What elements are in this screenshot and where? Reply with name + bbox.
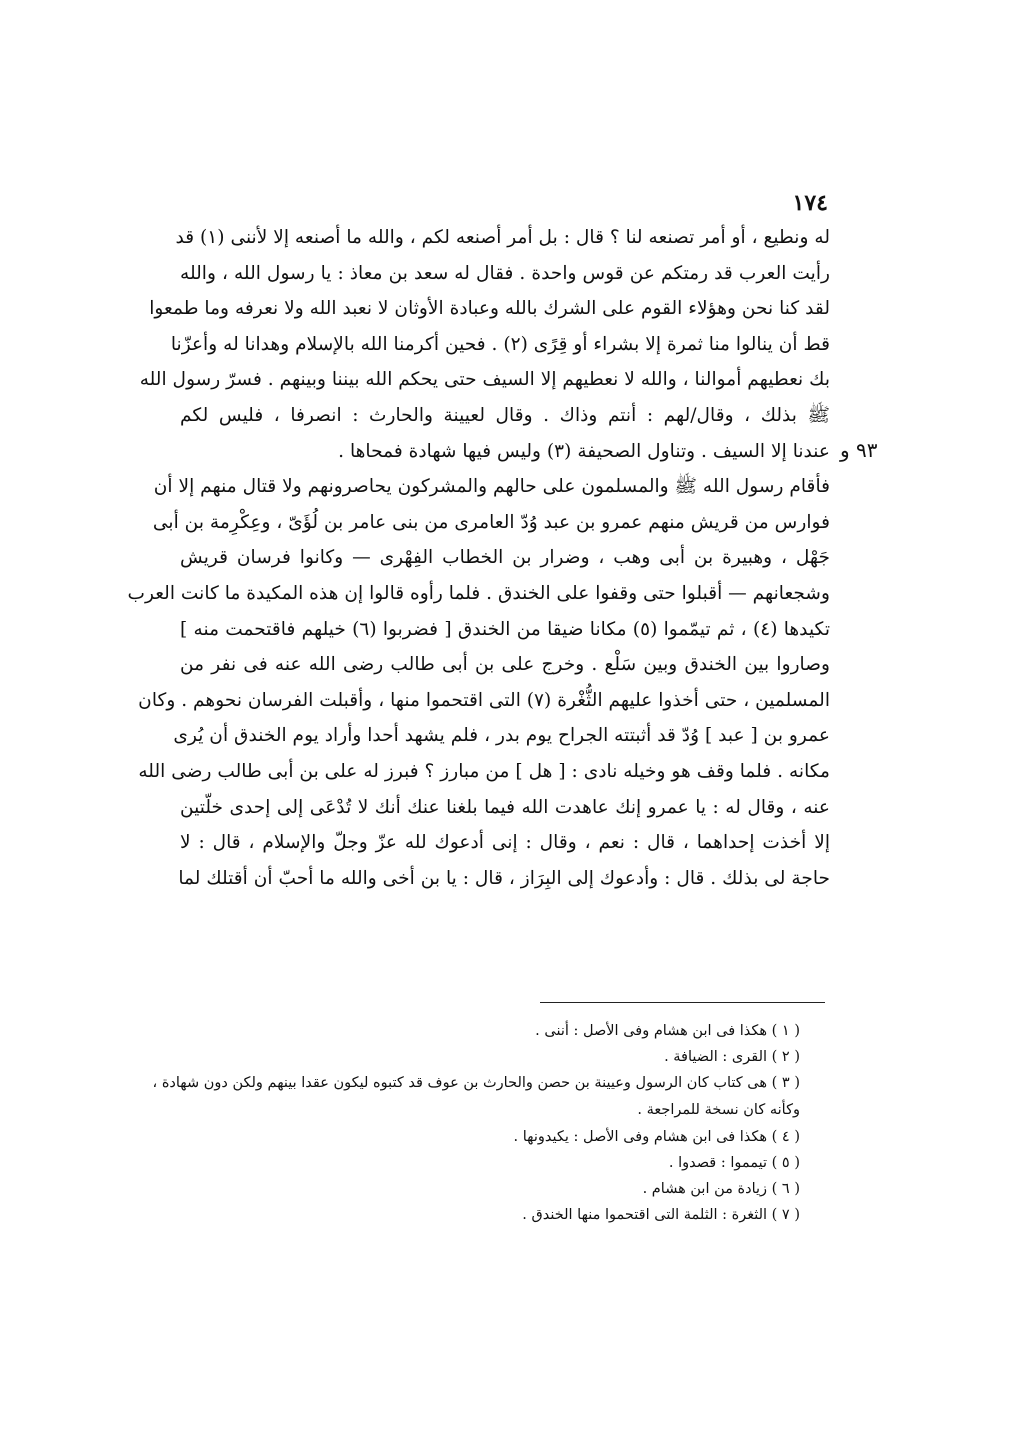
body-line: وصاروا بين الخندق وبين سَلْع . وخرج على بن أبى طالب رضى الله عنه فى نفر من [180, 654, 830, 676]
body-line: مكانه . فلما وقف هو وخيله نادى : [ هل ] من مبارز ؟ فبرز له على بن أبى طالب رضى الله [138, 760, 830, 782]
margin-note: ٩٣ و [840, 438, 878, 462]
footnote: ( ٥ ) تيمموا : قصدوا . [668, 1155, 800, 1171]
footnote: ( ٣ ) هى كتاب كان الرسول وعيينة بن حصن والحارث بن عوف قد كتبوه ليكون عقدا بينهم ولكن دون شهادة ، [152, 1075, 800, 1091]
footnote: ( ١ ) هكذا فى ابن هشام وفى الأصل : أننى . [535, 1023, 800, 1039]
body-line: عنه ، وقال له : يا عمرو إنك عاهدت الله فيما بلغنا عنك أنك لا تُدْعَى إلى إحدى خلّتين [180, 796, 830, 818]
body-line: وشجعانهم — أقبلوا حتى وقفوا على الخندق . فلما رأوه قالوا إن هذه المكيدة ما كانت العرب [127, 582, 830, 604]
footnote: ( ٢ ) القرى : الضيافة . [664, 1049, 800, 1065]
body-text [127, 220, 830, 896]
footnote: ( ٤ ) هكذا فى ابن هشام وفى الأصل : يكيدونها . [513, 1129, 800, 1145]
body-line: فأقام رسول الله ﷺ والمسلمون على حالهم والمشركون يحاصرونهم ولا قتال منهم إلا أن [153, 476, 830, 498]
footnotes [152, 1018, 800, 1228]
body-line: فوارس من قريش منهم عمرو بن عبد وُدّ العامرى من بنى عامر بن لُؤَىّ ، وعِكْرِمة بن أبى [152, 511, 830, 533]
body-line: إلا أخذت إحداهما ، قال : نعم ، وقال : إنى أدعوك لله عزّ وجلّ والإسلام ، قال : لا [180, 832, 830, 854]
body-line: حاجة لى بذلك . قال : وأدعوك إلى البِرَاز ، قال : يا بن أخى والله ما أحبّ أن أقتلك لما [178, 867, 830, 889]
page-number: ١٧٤ [792, 190, 828, 216]
body-line: له ونطيع ، أو أمر تصنعه لنا ؟ قال : بل أمر أصنعه لكم ، والله ما أصنعه إلا لأننى (١) قد [175, 227, 830, 248]
footnote: ( ٧ ) الثغرة : الثلمة التى اقتحموا منها الخندق . [522, 1207, 800, 1223]
footnote-divider [540, 1002, 825, 1003]
body-line: رأيت العرب قد رمتكم عن قوس واحدة . فقال له سعد بن معاذ : يا رسول الله ، والله [180, 262, 830, 284]
footnote: ( ٦ ) زيادة من ابن هشام . [642, 1181, 800, 1197]
body-line: قط أن ينالوا منا ثمرة إلا بشراء أو قِرًى (٢) . فحين أكرمنا الله بالإسلام وهدانا له وأعزّنا [170, 333, 830, 355]
body-line: جَهْل ، وهبيرة بن أبى وهب ، وضرار بن الخطاب الفِهْرى — وكانوا فرسان قريش [180, 547, 830, 569]
body-line: المسلمين ، حتى أخذوا عليهم الثُّغْرة (٧) التى اقتحموا منها ، وأقبلت الفرسان نحوهم . وكان [138, 689, 830, 711]
body-line: بك نعطيهم أموالنا ، والله لا نعطيهم إلا السيف حتى يحكم الله بيننا وبينهم . فسرّ رسول الله [139, 369, 830, 391]
footnote-continuation: وكأنه كان نسخة للمراجعة . [637, 1102, 800, 1118]
body-line: عندنا إلا السيف . وتناول الصحيفة (٣) وليس فيها شهادة فمحاها . [338, 440, 830, 462]
body-line: ﷺ بذلك ، وقال/لهم : أنتم وذاك . وقال لعيينة والحارث : انصرفا ، فليس لكم [180, 404, 830, 426]
body-line: عمرو بن [ عبد ] وُدّ قد أثبتته الجراح يوم بدر ، فلم يشهد أحدا وأراد يوم الخندق أن يُرى [173, 725, 830, 747]
body-line: تكيدها (٤) ، ثم تيمّموا (٥) مكانا ضيقا من الخندق [ فضربوا (٦) خيلهم فاقتحمت منه ] [180, 618, 830, 640]
body-line: لقد كنا نحن وهؤلاء القوم على الشرك بالله وعبادة الأوثان لا نعبد الله ولا نعرفه وما طمعوا [149, 298, 830, 320]
